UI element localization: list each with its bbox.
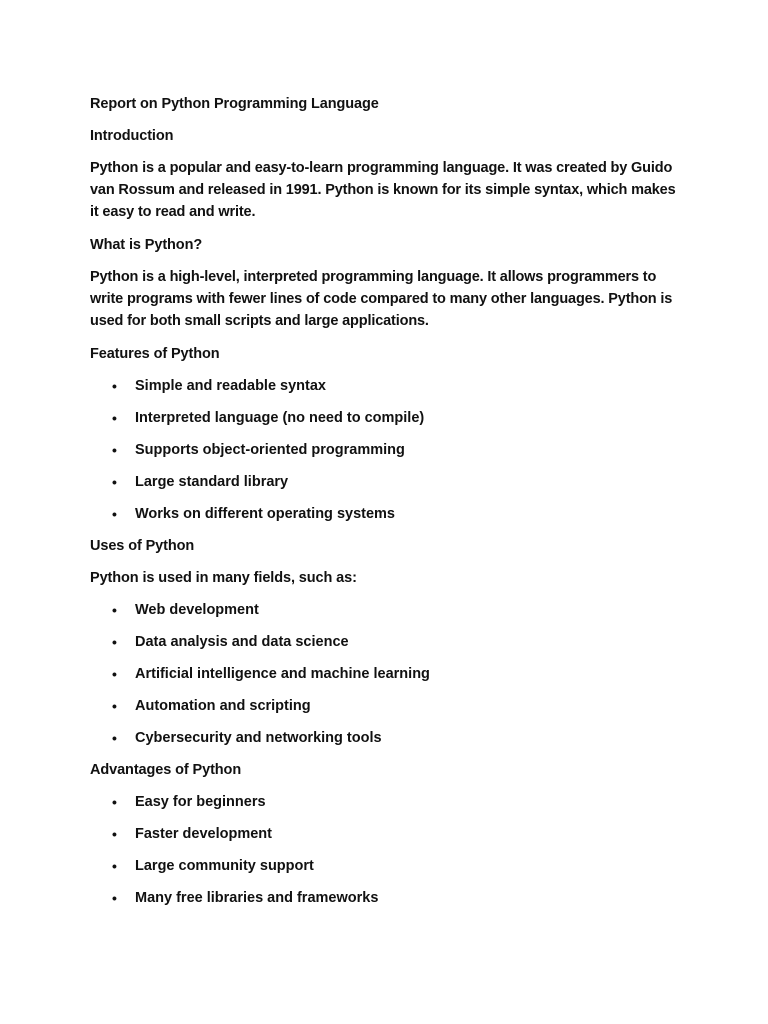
list-item <box>90 855 678 877</box>
list-item <box>90 471 678 493</box>
uses-intro: Python is used in many fields, such as: <box>90 570 357 586</box>
bullet-icon: • <box>112 826 117 842</box>
list-item-text: Supports object-oriented programming <box>135 442 405 458</box>
list-item-text: Automation and scripting <box>135 698 311 714</box>
list-item <box>90 631 678 653</box>
list-item-text: Many free libraries and frameworks <box>135 890 379 906</box>
list-item <box>90 727 678 749</box>
bullet-icon: • <box>112 666 117 682</box>
heading-advantages: Advantages of Python <box>90 762 242 778</box>
list-item-text: Easy for beginners <box>135 794 266 810</box>
list-item <box>90 663 678 685</box>
list-item <box>90 503 678 525</box>
list-item-text: Simple and readable syntax <box>135 378 326 394</box>
list-item-text: Works on different operating systems <box>135 506 395 522</box>
list-item-text: Data analysis and data science <box>135 634 349 650</box>
bullet-icon: • <box>112 410 117 426</box>
heading-uses: Uses of Python <box>90 538 195 554</box>
bullet-icon: • <box>112 730 117 746</box>
bullet-icon: • <box>112 474 117 490</box>
bullet-icon: • <box>112 794 117 810</box>
list-item-text: Artificial intelligence and machine learning <box>135 666 430 682</box>
bullet-icon: • <box>112 378 117 394</box>
list-item-text: Faster development <box>135 826 272 842</box>
list-item <box>90 407 678 429</box>
paragraph-introduction: Python is a popular and easy-to-learn programming language. It was created by Guido van Rossum and released in 1991. Python is known for its simple syntax, which makes it easy to read and write. <box>90 160 676 220</box>
list-item-text: Cybersecurity and networking tools <box>135 730 382 746</box>
list-item-text: Web development <box>135 602 259 618</box>
list-item <box>90 823 678 845</box>
paragraph-what-is-python: Python is a high-level, interpreted programming language. It allows programmers to write programs with fewer lines of code compared to many other languages. Python is used for both small scripts and large applications. <box>90 269 673 329</box>
list-item <box>90 887 678 909</box>
bullet-icon: • <box>112 634 117 650</box>
list-item <box>90 791 678 813</box>
heading-what-is-python: What is Python? <box>90 237 203 253</box>
uses-list <box>90 599 678 749</box>
list-item-text: Interpreted language (no need to compile) <box>135 410 425 426</box>
features-list <box>90 375 678 525</box>
list-item <box>90 375 678 397</box>
document-title: Report on Python Programming Language <box>90 96 379 112</box>
bullet-icon: • <box>112 442 117 458</box>
bullet-icon: • <box>112 698 117 714</box>
heading-introduction: Introduction <box>90 128 174 144</box>
bullet-icon: • <box>112 858 117 874</box>
list-item-text: Large community support <box>135 858 314 874</box>
bullet-icon: • <box>112 506 117 522</box>
list-item <box>90 439 678 461</box>
list-item <box>90 695 678 717</box>
bullet-icon: • <box>112 890 117 906</box>
heading-features: Features of Python <box>90 346 220 362</box>
bullet-icon: • <box>112 602 117 618</box>
list-item-text: Large standard library <box>135 474 289 490</box>
list-item <box>90 599 678 621</box>
advantages-list <box>90 791 678 909</box>
